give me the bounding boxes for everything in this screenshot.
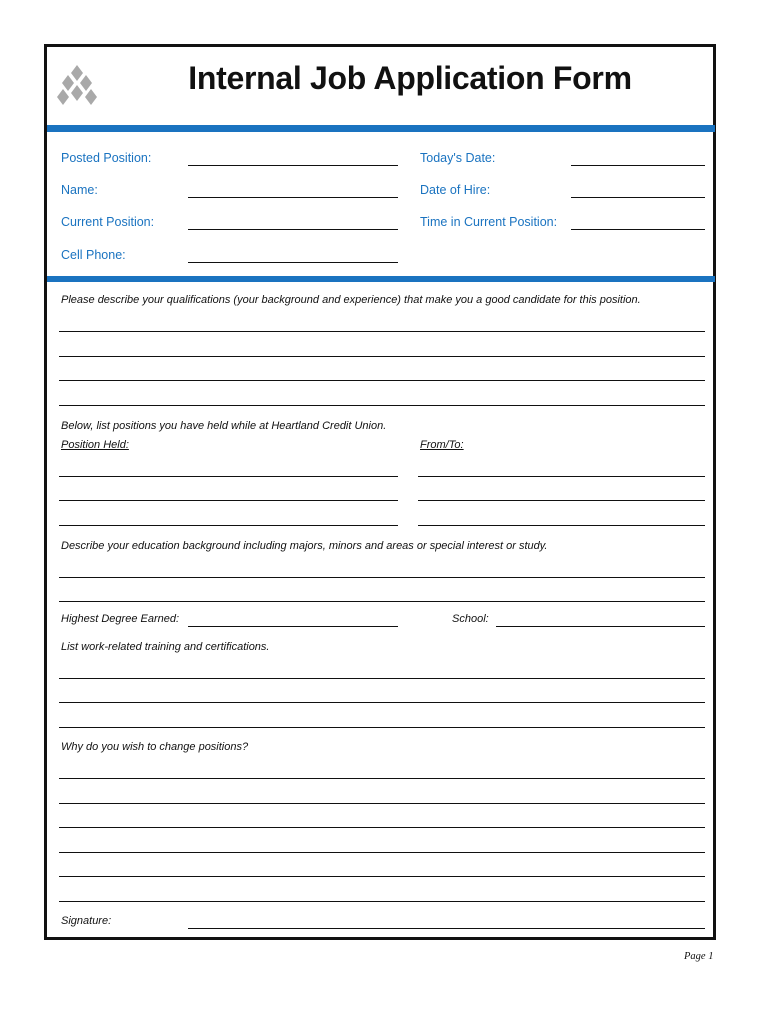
time-in-current-position-field[interactable] bbox=[571, 229, 705, 230]
form-border bbox=[44, 44, 716, 940]
change-reason-line[interactable] bbox=[59, 803, 705, 804]
position-held-line[interactable] bbox=[59, 500, 398, 501]
current-position-label: Current Position: bbox=[61, 215, 155, 229]
position-held-line[interactable] bbox=[59, 476, 398, 477]
qualifications-prompt: Please describe your qualifications (your background and experience) that make you a good candidate for this position. bbox=[61, 294, 641, 306]
posted-position-label: Posted Position: bbox=[61, 151, 152, 165]
current-position-field[interactable] bbox=[188, 229, 398, 230]
name-field[interactable] bbox=[188, 197, 398, 198]
training-line[interactable] bbox=[59, 702, 705, 703]
qualifications-line[interactable] bbox=[59, 356, 705, 357]
todays-date-label: Today's Date: bbox=[420, 151, 496, 165]
cell-phone-label: Cell Phone: bbox=[61, 248, 126, 262]
header-divider bbox=[47, 125, 715, 132]
name-label: Name: bbox=[61, 183, 98, 197]
date-of-hire-label: Date of Hire: bbox=[420, 183, 491, 197]
training-line[interactable] bbox=[59, 727, 705, 728]
company-logo-icon bbox=[54, 63, 100, 109]
school-field[interactable] bbox=[496, 626, 705, 627]
training-prompt: List work-related training and certifications. bbox=[61, 641, 270, 653]
position-held-header: Position Held: bbox=[61, 439, 129, 451]
highest-degree-label: Highest Degree Earned: bbox=[61, 613, 180, 625]
change-prompt: Why do you wish to change positions? bbox=[61, 741, 249, 753]
education-line[interactable] bbox=[59, 577, 705, 578]
from-to-line[interactable] bbox=[418, 500, 705, 501]
qualifications-line[interactable] bbox=[59, 405, 705, 406]
qualifications-line[interactable] bbox=[59, 380, 705, 381]
page-number: Page 1 bbox=[684, 951, 714, 962]
posted-position-field[interactable] bbox=[188, 165, 398, 166]
from-to-line[interactable] bbox=[418, 476, 705, 477]
cell-phone-field[interactable] bbox=[188, 262, 398, 263]
signature-label: Signature: bbox=[61, 915, 112, 927]
page-title: Internal Job Application Form bbox=[188, 60, 632, 96]
todays-date-field[interactable] bbox=[571, 165, 705, 166]
training-line[interactable] bbox=[59, 678, 705, 679]
education-line[interactable] bbox=[59, 601, 705, 602]
section-divider bbox=[47, 276, 715, 282]
date-of-hire-field[interactable] bbox=[571, 197, 705, 198]
school-label: School: bbox=[452, 613, 489, 625]
positions-prompt: Below, list positions you have held while at Heartland Credit Union. bbox=[61, 420, 387, 432]
signature-field[interactable] bbox=[188, 928, 705, 929]
qualifications-line[interactable] bbox=[59, 331, 705, 332]
change-reason-line[interactable] bbox=[59, 852, 705, 853]
change-reason-line[interactable] bbox=[59, 778, 705, 779]
change-reason-line[interactable] bbox=[59, 827, 705, 828]
education-prompt: Describe your education background including majors, minors and areas or special interest or study. bbox=[61, 540, 548, 552]
time-in-current-position-label: Time in Current Position: bbox=[420, 215, 558, 229]
from-to-line[interactable] bbox=[418, 525, 705, 526]
from-to-header: From/To: bbox=[420, 439, 464, 451]
change-reason-line[interactable] bbox=[59, 901, 705, 902]
change-reason-line[interactable] bbox=[59, 876, 705, 877]
position-held-line[interactable] bbox=[59, 525, 398, 526]
highest-degree-field[interactable] bbox=[188, 626, 398, 627]
